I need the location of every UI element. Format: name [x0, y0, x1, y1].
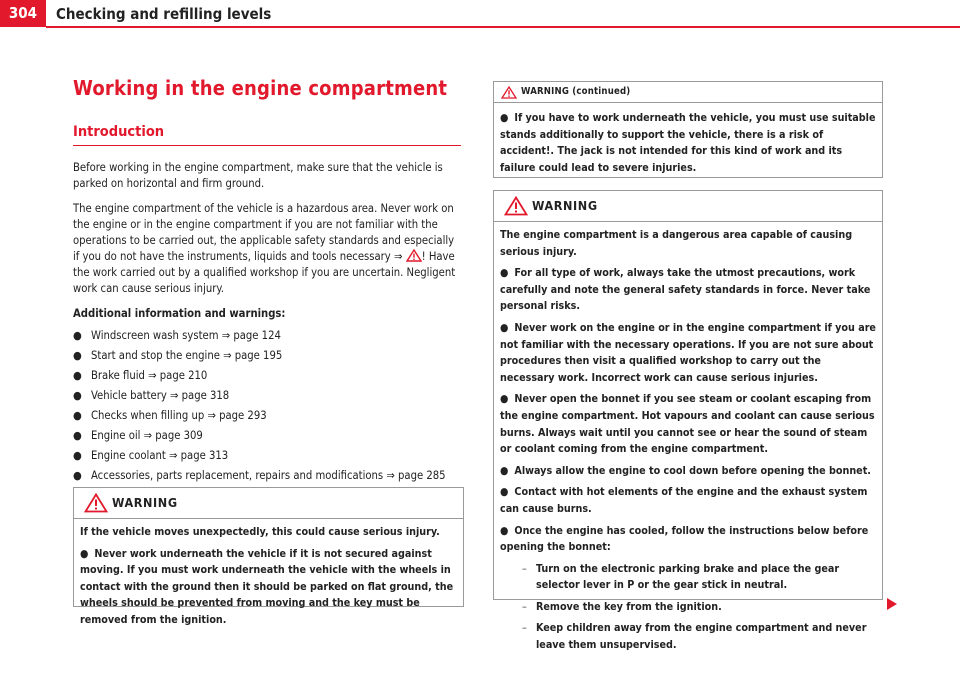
bullet-icon: ● [80, 546, 89, 560]
list-item [73, 388, 463, 404]
list-item [73, 408, 463, 424]
warning-subitem [500, 620, 876, 653]
intro-paragraph-2-end: ! Have the work carried out by a qualified workshop if you are uncertain. Negligent work can cause serious injury. [73, 250, 456, 295]
warning-subitem [500, 599, 876, 616]
warning-box-continued [493, 81, 883, 178]
list-item-text[interactable]: Checks when filling up ⇒ page 293 [91, 409, 267, 422]
warning-bullet-text: Always allow the engine to cool down before opening the bonnet. [514, 463, 871, 477]
warning-triangle-icon [501, 86, 517, 99]
section-title: Working in the engine compartment [73, 76, 448, 100]
intro-paragraph-2-start: The engine compartment of the vehicle is a hazardous area. Never work on the engine or in the engine compartment if you are not familiar with the operations to be carried out, the applicable safety standards and especially if you do not have the instruments, liquids and tools necessary ⇒ [73, 202, 455, 263]
warning-box-header [74, 488, 463, 519]
list-item-text[interactable]: Accessories, parts replacement, repairs and modifications ⇒ page 285 [91, 469, 446, 482]
warning-bullet [500, 320, 876, 386]
warning-lead: If the vehicle moves unexpectedly, this could cause serious injury. [80, 525, 440, 538]
warning-bullet-text: Contact with hot elements of the engine and the exhaust system can cause burns. [500, 485, 868, 515]
intro-paragraph-1: Before working in the engine compartment, make sure that the vehicle is parked on horizontal and firm ground. [73, 161, 443, 190]
bullet-icon: ● [500, 266, 509, 280]
warning-title: WARNING [112, 495, 178, 510]
list-item [73, 448, 463, 464]
warning-bullet [500, 463, 876, 480]
bullet-icon: ● [73, 429, 82, 442]
warning-box-right [493, 190, 883, 652]
warning-box-header [494, 82, 882, 103]
warning-box-header [494, 191, 882, 222]
warning-subitem-text: Turn on the electronic parking brake and place the gear selector lever in P or the gear stick in neutral. [536, 561, 840, 592]
list-item [73, 428, 463, 444]
warning-box-body [494, 103, 882, 186]
list-item-text[interactable]: Vehicle battery ⇒ page 318 [91, 389, 230, 402]
warning-bullet [500, 484, 876, 517]
warning-title: WARNING [532, 198, 598, 213]
additional-info-heading: Additional information and warnings: [73, 307, 286, 320]
header-rule [46, 26, 960, 28]
subsection-rule [73, 145, 461, 146]
warning-bullet [500, 110, 876, 176]
list-item [73, 468, 463, 484]
warning-title: WARNING (continued) [521, 86, 631, 97]
warning-box-body [74, 519, 463, 639]
warning-triangle-icon [504, 196, 528, 216]
dash-icon: – [522, 599, 527, 613]
subsection-title: Introduction [73, 124, 165, 140]
warning-triangle-icon [406, 249, 422, 262]
page-number: 304 [0, 0, 46, 27]
warning-box-left [73, 487, 464, 626]
warning-subitem-text: Keep children away from the engine compartment and never leave them unsupervised. [536, 621, 867, 652]
warning-bullet-text: Never work underneath the vehicle if it is not secured against moving. If you must work underneath the vehicle with the wheels in contact with the ground then it should be parked on flat ground, the wheels should be prevented from moving and the key must be removed from the ignition. [80, 546, 454, 626]
bullet-icon: ● [500, 463, 509, 477]
warning-lead: The engine compartment is a dangerous area capable of causing serious injury. [500, 228, 853, 258]
warning-bullet [500, 523, 876, 556]
bullet-icon: ● [500, 320, 509, 334]
bullet-icon: ● [500, 111, 509, 124]
dash-icon: – [522, 561, 527, 575]
warning-bullet-text: Never work on the engine or in the engine compartment if you are not familiar with the necessary operations. If you are not sure about procedures then visit a qualified workshop to carry out the necessary work. Incorrect work can cause serious injuries. [500, 320, 876, 384]
list-item-text[interactable]: Engine coolant ⇒ page 313 [91, 449, 229, 462]
list-item-text[interactable]: Engine oil ⇒ page 309 [91, 429, 203, 442]
warning-bullet-text: If you have to work underneath the vehicle, you must use suitable stands additionally to support the vehicle, there is a risk of accident!. The jack is not intended for this kind of work and its failure could lead to severe injuries. [500, 111, 876, 174]
warning-box-body [494, 222, 882, 664]
warning-bullet [500, 265, 876, 315]
intro-paragraph-2 [73, 201, 463, 297]
dash-icon: – [522, 621, 527, 635]
warning-bullet [500, 391, 876, 457]
running-title: Checking and refilling levels [56, 5, 272, 23]
bullet-icon: ● [73, 449, 82, 462]
list-item-text[interactable]: Start and stop the engine ⇒ page 195 [91, 349, 283, 362]
bullet-icon: ● [500, 485, 509, 499]
list-item-text[interactable]: Windscreen wash system ⇒ page 124 [91, 329, 281, 342]
list-item-text[interactable]: Brake fluid ⇒ page 210 [91, 369, 208, 382]
bullet-icon: ● [73, 389, 82, 402]
bullet-icon: ● [73, 469, 82, 482]
warning-bullet-text: Never open the bonnet if you see steam or coolant escaping from the engine compartment. Hot vapours and coolant can cause serious burns. Always wait until you cannot see or hear the sound of steam or coolant coming from the engine compartment. [500, 392, 875, 456]
continue-arrow-icon[interactable] [886, 597, 898, 611]
warning-subitem-text: Remove the key from the ignition. [536, 599, 722, 613]
bullet-icon: ● [500, 523, 509, 537]
warning-bullet-text: Once the engine has cooled, follow the instructions below before opening the bonnet: [500, 523, 869, 554]
bullet-icon: ● [73, 369, 82, 382]
bullet-icon: ● [73, 349, 82, 362]
warning-bullet [80, 546, 457, 629]
warning-triangle-icon [84, 493, 108, 513]
list-item [73, 368, 463, 384]
bullet-icon: ● [73, 409, 82, 422]
bullet-icon: ● [500, 392, 509, 406]
list-item [73, 348, 463, 364]
bullet-icon: ● [73, 329, 82, 342]
warning-bullet-text: For all type of work, always take the utmost precautions, work carefully and note the general safety standards in force. Never take personal risks. [500, 266, 871, 313]
warning-subitem [500, 561, 876, 594]
list-item [73, 328, 463, 344]
intro-text [73, 160, 463, 488]
